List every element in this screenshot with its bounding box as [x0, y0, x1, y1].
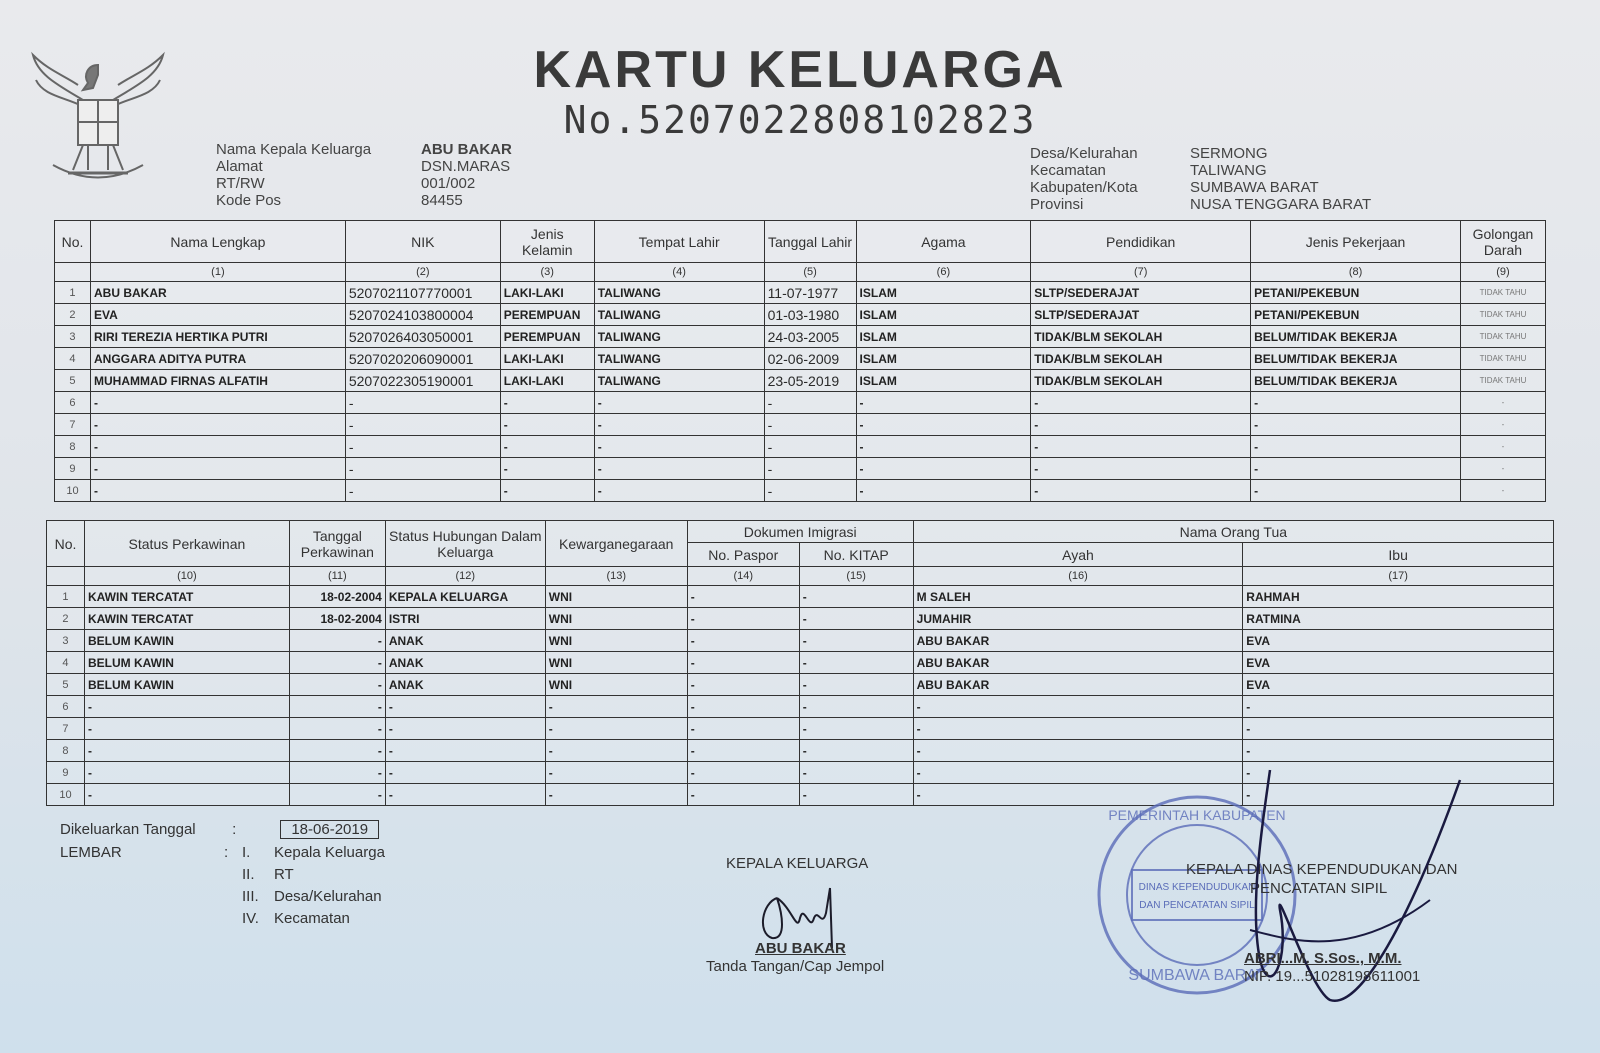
table-cell: - — [84, 762, 289, 784]
table-cell: BELUM/TIDAK BEKERJA — [1251, 348, 1461, 370]
table-cell: - — [799, 586, 913, 608]
row-number: 10 — [55, 480, 91, 502]
row-number: 4 — [47, 652, 85, 674]
table-cell: 5207021107770001 — [345, 282, 500, 304]
document-title: KARTU KELUARGA — [533, 41, 1067, 99]
row-number: 1 — [47, 586, 85, 608]
official-title-2: PENCATATAN SIPIL — [1250, 880, 1388, 897]
svg-text:SUMBAWA BARAT: SUMBAWA BARAT — [1128, 967, 1266, 984]
col-header: Jenis Pekerjaan — [1251, 221, 1461, 263]
table-row — [47, 586, 1554, 608]
row-number: 8 — [47, 740, 85, 762]
col-header: Ibu — [1243, 543, 1554, 567]
table-cell: - — [913, 718, 1243, 740]
table-cell: - — [289, 762, 385, 784]
table-cell: - — [687, 762, 799, 784]
head-label: Kabupaten/Kota — [1030, 179, 1138, 196]
table-cell: BELUM/TIDAK BEKERJA — [1251, 370, 1461, 392]
table-cell: - — [799, 630, 913, 652]
table-cell: PETANI/PEKEBUN — [1251, 304, 1461, 326]
lembar-label: LEMBAR — [60, 844, 122, 861]
col-index: (9) — [1460, 263, 1545, 282]
col-header: Agama — [856, 221, 1031, 263]
head-label: Alamat — [216, 158, 263, 175]
table-cell: - — [764, 414, 856, 436]
table-cell: - — [764, 436, 856, 458]
row-number: 7 — [47, 718, 85, 740]
table-cell: 24-03-2005 — [764, 326, 856, 348]
row-number: 2 — [47, 608, 85, 630]
table-cell: - — [764, 480, 856, 502]
table-cell: KAWIN TERCATAT — [84, 608, 289, 630]
table-cell: - — [289, 696, 385, 718]
family-card-number: No.5207022808102823 — [563, 98, 1037, 142]
table-cell: - — [687, 586, 799, 608]
table-cell: - — [1031, 480, 1251, 502]
table-cell: - — [913, 784, 1243, 806]
table-cell: - — [799, 652, 913, 674]
head-value: SERMONG — [1190, 145, 1268, 162]
table-cell: 11-07-1977 — [764, 282, 856, 304]
table-cell: - — [764, 392, 856, 414]
table-cell: TIDAK/BLM SEKOLAH — [1031, 348, 1251, 370]
row-number: 10 — [47, 784, 85, 806]
row-number: 5 — [55, 370, 91, 392]
table-cell: - — [1251, 414, 1461, 436]
head-value: SUMBAWA BARAT — [1190, 179, 1319, 196]
table-cell: - — [856, 458, 1031, 480]
table-cell: - — [799, 762, 913, 784]
header-right — [1030, 145, 1371, 213]
table-cell: LAKI-LAKI — [500, 348, 594, 370]
table-cell: ABU BAKAR — [913, 674, 1243, 696]
table-cell: - — [1460, 480, 1545, 502]
table-cell: - — [687, 740, 799, 762]
row-number: 2 — [55, 304, 91, 326]
table-cell: TALIWANG — [594, 282, 764, 304]
col-header: Tempat Lahir — [594, 221, 764, 263]
head-value: TALIWANG — [1190, 162, 1267, 179]
table-cell: - — [594, 480, 764, 502]
table-cell: LAKI-LAKI — [500, 370, 594, 392]
head-value: ABU BAKAR — [421, 141, 512, 158]
family-members-table — [54, 220, 1546, 502]
table-cell: 5207026403050001 — [345, 326, 500, 348]
table-cell: - — [345, 414, 500, 436]
table-cell: - — [594, 392, 764, 414]
table-cell: PETANI/PEKEBUN — [1251, 282, 1461, 304]
head-label: Desa/Kelurahan — [1030, 145, 1138, 162]
table-cell: TIDAK TAHU — [1460, 282, 1545, 304]
col-header: Kewarganegaraan — [545, 521, 687, 567]
table-cell: - — [289, 652, 385, 674]
table-cell: - — [289, 674, 385, 696]
row-number: 7 — [55, 414, 91, 436]
table-cell: - — [799, 608, 913, 630]
table-cell: - — [1031, 392, 1251, 414]
table-row — [55, 392, 1546, 414]
table-cell: - — [84, 740, 289, 762]
table-cell: - — [913, 696, 1243, 718]
table-cell: - — [1251, 458, 1461, 480]
col-header: Jenis Kelamin — [500, 221, 594, 263]
table-cell: RATMINA — [1243, 608, 1554, 630]
table-cell: - — [1243, 784, 1554, 806]
table-row — [47, 652, 1554, 674]
table-cell: WNI — [545, 630, 687, 652]
table-cell: TALIWANG — [594, 326, 764, 348]
table-cell: 18-02-2004 — [289, 608, 385, 630]
lembar-num: III. — [242, 888, 259, 905]
table-cell: - — [687, 630, 799, 652]
table-row — [47, 740, 1554, 762]
col-index: (13) — [545, 567, 687, 586]
table-cell: - — [913, 762, 1243, 784]
table-cell: ABU BAKAR — [913, 652, 1243, 674]
table-cell: ANAK — [385, 630, 545, 652]
table-cell: - — [90, 480, 345, 502]
table-cell: 02-06-2009 — [764, 348, 856, 370]
table-cell: ABU BAKAR — [913, 630, 1243, 652]
table-cell: - — [345, 480, 500, 502]
table-cell: - — [799, 740, 913, 762]
table-cell: - — [345, 392, 500, 414]
table-cell: JUMAHIR — [913, 608, 1243, 630]
col-header: No. — [55, 221, 91, 263]
official-title-1: KEPALA DINAS KEPENDUDUKAN DAN — [1186, 861, 1458, 878]
table-cell: - — [84, 696, 289, 718]
head-value: 001/002 — [421, 175, 476, 192]
table-cell: - — [594, 458, 764, 480]
table-cell: - — [594, 436, 764, 458]
table-cell: ANAK — [385, 674, 545, 696]
col-index: (4) — [594, 263, 764, 282]
table-row — [55, 414, 1546, 436]
table-cell: - — [84, 718, 289, 740]
table-cell: - — [545, 718, 687, 740]
lembar-list — [242, 842, 385, 930]
table-cell: - — [1460, 436, 1545, 458]
table-cell: ISTRI — [385, 608, 545, 630]
svg-text:DINAS KEPENDUDUKAN: DINAS KEPENDUDUKAN — [1138, 882, 1256, 893]
col-index: (6) — [856, 263, 1031, 282]
table-cell: - — [385, 784, 545, 806]
col-index: (2) — [345, 263, 500, 282]
table-cell: - — [545, 740, 687, 762]
row-number: 8 — [55, 436, 91, 458]
lembar-num: IV. — [242, 910, 259, 927]
table-cell: - — [856, 480, 1031, 502]
table-cell: - — [687, 674, 799, 696]
table-cell: - — [1031, 436, 1251, 458]
col-index: (14) — [687, 567, 799, 586]
table-cell: ISLAM — [856, 348, 1031, 370]
col-index: (7) — [1031, 263, 1251, 282]
table-row — [55, 304, 1546, 326]
table-cell: TIDAK TAHU — [1460, 370, 1545, 392]
table-cell: ANGGARA ADITYA PUTRA — [90, 348, 345, 370]
table-cell: MUHAMMAD FIRNAS ALFATIH — [90, 370, 345, 392]
table-cell: WNI — [545, 586, 687, 608]
table-cell: 18-02-2004 — [289, 586, 385, 608]
table-cell: TIDAK TAHU — [1460, 348, 1545, 370]
table-cell: - — [385, 718, 545, 740]
col-index: (16) — [913, 567, 1243, 586]
table-cell: RAHMAH — [1243, 586, 1554, 608]
table-cell: - — [687, 784, 799, 806]
table-cell: TALIWANG — [594, 348, 764, 370]
table-cell: TIDAK TAHU — [1460, 304, 1545, 326]
table-cell: ABU BAKAR — [90, 282, 345, 304]
head-label: RT/RW — [216, 175, 265, 192]
table-cell: - — [385, 762, 545, 784]
table-cell: PEREMPUAN — [500, 326, 594, 348]
table-cell: - — [90, 414, 345, 436]
lembar-item: Kepala Keluarga — [274, 844, 385, 861]
col-header: Status Perkawinan — [84, 521, 289, 567]
table-cell: - — [84, 784, 289, 806]
table-cell: 23-05-2019 — [764, 370, 856, 392]
table-cell: LAKI-LAKI — [500, 282, 594, 304]
table-cell: - — [687, 652, 799, 674]
col-index: (1) — [90, 263, 345, 282]
table-cell: ISLAM — [856, 370, 1031, 392]
table-cell: - — [1243, 762, 1554, 784]
row-number: 1 — [55, 282, 91, 304]
table-cell: KEPALA KELUARGA — [385, 586, 545, 608]
table-cell: RIRI TEREZIA HERTIKA PUTRI — [90, 326, 345, 348]
head-value: NUSA TENGGARA BARAT — [1190, 196, 1372, 213]
svg-text:DAN PENCATATAN SIPIL: DAN PENCATATAN SIPIL — [1139, 900, 1255, 911]
table-cell: WNI — [545, 674, 687, 696]
kk-caption: Tanda Tangan/Cap Jempol — [706, 958, 885, 975]
table-row — [47, 674, 1554, 696]
table-cell: M SALEH — [913, 586, 1243, 608]
col-header: Tanggal Lahir — [764, 221, 856, 263]
table-row — [55, 458, 1546, 480]
table-cell: 5207020206090001 — [345, 348, 500, 370]
row-number: 9 — [47, 762, 85, 784]
table-cell: TIDAK/BLM SEKOLAH — [1031, 326, 1251, 348]
col-header: Ayah — [913, 543, 1243, 567]
table-cell: - — [385, 740, 545, 762]
table-cell: - — [764, 458, 856, 480]
issued-date: 18-06-2019 — [280, 820, 379, 839]
row-number: 6 — [47, 696, 85, 718]
table-cell: - — [1460, 414, 1545, 436]
table-cell: - — [594, 414, 764, 436]
table-row — [55, 326, 1546, 348]
table-cell: - — [1031, 458, 1251, 480]
table-cell: - — [90, 392, 345, 414]
table-cell: - — [289, 718, 385, 740]
table-cell: - — [289, 630, 385, 652]
table-cell: - — [799, 784, 913, 806]
table-cell: BELUM KAWIN — [84, 674, 289, 696]
table-cell: - — [289, 740, 385, 762]
head-label: Kode Pos — [216, 192, 282, 209]
col-index: (8) — [1251, 263, 1461, 282]
table-cell: - — [1251, 480, 1461, 502]
table-row — [55, 348, 1546, 370]
table-cell: - — [856, 414, 1031, 436]
table-row — [55, 282, 1546, 304]
table-cell: - — [345, 458, 500, 480]
table-cell: - — [545, 784, 687, 806]
table-cell: - — [687, 608, 799, 630]
table-cell: - — [856, 392, 1031, 414]
table-cell: KAWIN TERCATAT — [84, 586, 289, 608]
head-value: 84455 — [421, 192, 463, 209]
table-cell: TIDAK TAHU — [1460, 326, 1545, 348]
table-cell: ISLAM — [856, 282, 1031, 304]
col-header: No. — [47, 521, 85, 567]
table-cell: BELUM/TIDAK BEKERJA — [1251, 326, 1461, 348]
table-cell: - — [500, 436, 594, 458]
table-cell: TALIWANG — [594, 304, 764, 326]
table-cell: SLTP/SEDERAJAT — [1031, 304, 1251, 326]
table-cell: - — [1251, 392, 1461, 414]
col-header: NIK — [345, 221, 500, 263]
table-cell: WNI — [545, 652, 687, 674]
table-row — [55, 370, 1546, 392]
table-cell: TALIWANG — [594, 370, 764, 392]
col-index: (5) — [764, 263, 856, 282]
row-number: 5 — [47, 674, 85, 696]
table-cell: - — [1460, 458, 1545, 480]
row-number: 6 — [55, 392, 91, 414]
row-number: 3 — [47, 630, 85, 652]
table-cell: ISLAM — [856, 304, 1031, 326]
col-index: (3) — [500, 263, 594, 282]
table-cell: - — [1251, 436, 1461, 458]
col-header: Pendidikan — [1031, 221, 1251, 263]
col-index: (15) — [799, 567, 913, 586]
kk-name: ABU BAKAR — [755, 940, 846, 957]
col-header: Nama Lengkap — [90, 221, 345, 263]
col-header: Dokumen Imigrasi — [687, 521, 913, 543]
table-cell: - — [1460, 392, 1545, 414]
header-left — [216, 141, 512, 209]
head-label: Provinsi — [1030, 196, 1084, 213]
table-cell: EVA — [1243, 652, 1554, 674]
col-header: Tanggal Perkawinan — [289, 521, 385, 567]
table-cell: ISLAM — [856, 326, 1031, 348]
table-cell: - — [500, 392, 594, 414]
table-row — [55, 480, 1546, 502]
table-cell: - — [90, 458, 345, 480]
table-cell: ANAK — [385, 652, 545, 674]
col-index: (11) — [289, 567, 385, 586]
col-header: Golongan Darah — [1460, 221, 1545, 263]
lembar-num: II. — [242, 866, 255, 883]
table-cell: - — [1243, 696, 1554, 718]
table-cell: - — [913, 740, 1243, 762]
table-cell: SLTP/SEDERAJAT — [1031, 282, 1251, 304]
table-cell: - — [345, 436, 500, 458]
col-index: (12) — [385, 567, 545, 586]
table-cell: - — [289, 784, 385, 806]
table-cell: 5207022305190001 — [345, 370, 500, 392]
col-header: No. Paspor — [687, 543, 799, 567]
table-cell: EVA — [90, 304, 345, 326]
table-cell: TIDAK/BLM SEKOLAH — [1031, 370, 1251, 392]
kk-signature-title: KEPALA KELUARGA — [726, 855, 869, 872]
svg-text:PEMERINTAH KABUPATEN: PEMERINTAH KABUPATEN — [1108, 807, 1286, 823]
table-row — [47, 630, 1554, 652]
issued-separator: : — [232, 821, 237, 838]
row-number: 4 — [55, 348, 91, 370]
head-label: Nama Kepala Keluarga — [216, 141, 372, 158]
row-number: 3 — [55, 326, 91, 348]
table-row — [55, 436, 1546, 458]
head-label: Kecamatan — [1030, 162, 1106, 179]
table-cell: - — [1031, 414, 1251, 436]
table-cell: - — [687, 696, 799, 718]
table-cell: - — [1243, 740, 1554, 762]
official-nip: NIP. 19...51028198611001 — [1244, 968, 1421, 985]
issued-block — [60, 820, 379, 839]
lembar-separator: : — [224, 844, 229, 861]
col-header: No. KITAP — [799, 543, 913, 567]
col-index: (10) — [84, 567, 289, 586]
table-cell: - — [1243, 718, 1554, 740]
lembar-num: I. — [242, 844, 251, 861]
table-cell: - — [90, 436, 345, 458]
table-cell: - — [799, 696, 913, 718]
table-row — [47, 608, 1554, 630]
table-cell: EVA — [1243, 630, 1554, 652]
table-cell: - — [545, 696, 687, 718]
official-name: ABRI...M. S.Sos., M.M. — [1244, 950, 1402, 967]
table-cell: BELUM KAWIN — [84, 630, 289, 652]
row-number: 9 — [55, 458, 91, 480]
lembar-item: Desa/Kelurahan — [274, 888, 382, 905]
table-cell: - — [799, 718, 913, 740]
col-header: Status Hubungan Dalam Keluarga — [385, 521, 545, 567]
lembar-item: RT — [274, 866, 294, 883]
table-cell: PEREMPUAN — [500, 304, 594, 326]
head-value: DSN.MARAS — [421, 158, 511, 175]
col-index: (17) — [1243, 567, 1554, 586]
table-cell: - — [500, 414, 594, 436]
table-row — [47, 696, 1554, 718]
table-cell: 01-03-1980 — [764, 304, 856, 326]
table-cell: - — [500, 458, 594, 480]
issued-label: Dikeluarkan Tanggal — [60, 821, 196, 838]
table-cell: - — [856, 436, 1031, 458]
table-cell: - — [545, 762, 687, 784]
table-cell: WNI — [545, 608, 687, 630]
table-cell: - — [799, 674, 913, 696]
lembar-item: Kecamatan — [274, 910, 350, 927]
table-row — [47, 718, 1554, 740]
table-cell: - — [687, 718, 799, 740]
table-cell: - — [500, 480, 594, 502]
table-cell: 5207024103800004 — [345, 304, 500, 326]
table-cell: - — [385, 696, 545, 718]
table-cell: EVA — [1243, 674, 1554, 696]
table-cell: BELUM KAWIN — [84, 652, 289, 674]
col-header: Nama Orang Tua — [913, 521, 1553, 543]
